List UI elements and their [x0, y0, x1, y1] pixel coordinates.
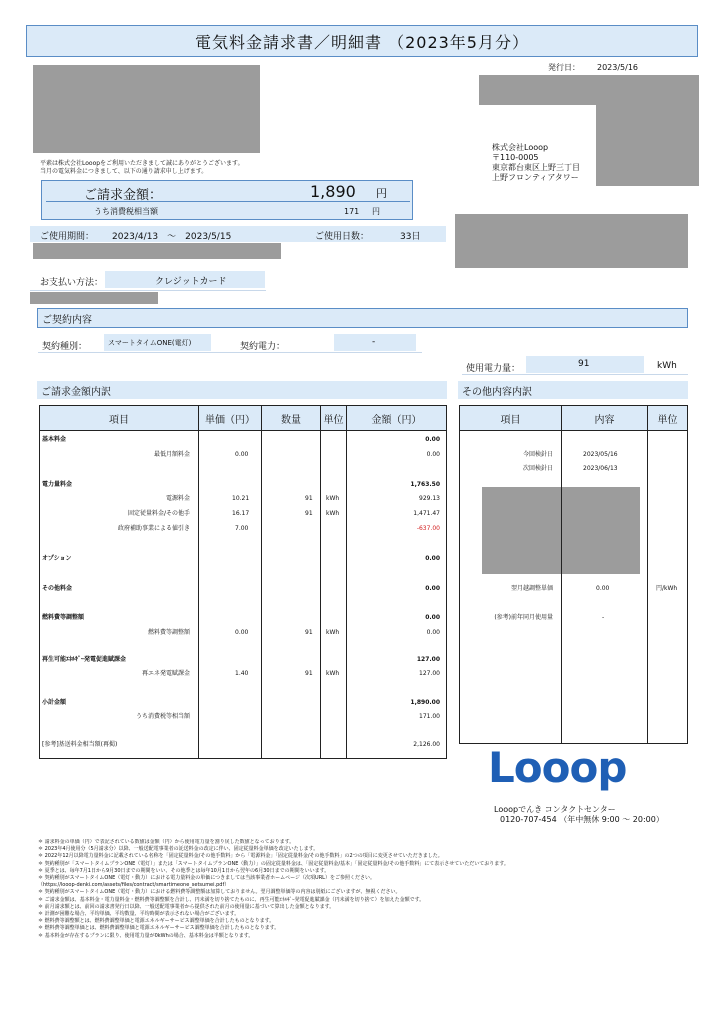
- company-postal: 〒110-0005: [492, 153, 539, 162]
- breakdown-row-qty: 91: [305, 670, 313, 677]
- breakdown-row-label: 再生可能ｴﾈﾙｷﾞｰ発電促進賦課金: [42, 656, 127, 663]
- breakdown-row-label: 小計金額: [42, 699, 67, 706]
- note-line: ＊ ご請求金額は、基本料金・電力量料金・燃料費等調整額を合計し、円未満を切り捨てたものに、再生可能ｴﾈﾙｷﾞｰ発電促進賦課金（円未満を切り捨て）を加えた金額です。: [38, 896, 425, 903]
- contact-center-name: Looopでんき コンタクトセンター: [494, 805, 616, 814]
- breakdown-row-amount: 0.00: [426, 451, 440, 458]
- redacted-block: [33, 243, 281, 259]
- breakdown-row-amount: 1,763.50: [410, 481, 440, 488]
- contract-power: -: [372, 337, 376, 347]
- breakdown-row-label: 燃料費等調整額: [147, 629, 190, 636]
- breakdown-row-unit: kWh: [326, 629, 340, 636]
- note-line: ＊ 燃料費等調整単価とは、燃料費調整単価と電源エネルギーサービス調整単価を合計したものとなります。: [38, 925, 280, 932]
- breakdown-row-label: 基本料金: [42, 436, 67, 443]
- breakdown-row-qty: 91: [305, 510, 313, 517]
- breakdown-row-amount: 0.00: [425, 585, 440, 592]
- breakdown-row-label: その他料金: [42, 585, 73, 592]
- other-row-unit: 円/kWh: [656, 585, 678, 592]
- notes-block: [38, 839, 698, 940]
- other-row-label: (参考)前年同月使用量: [494, 614, 553, 621]
- billing-amount-box: [41, 180, 413, 220]
- usage-days: 33日: [400, 232, 421, 242]
- contract-type: スマートタイムONE(電灯): [108, 339, 192, 347]
- usage-days-label: ご使用日数：: [315, 232, 370, 242]
- breakdown-row-amount: 1,471.47: [413, 510, 440, 517]
- breakdown-row-label: 最低月額料金: [153, 451, 190, 458]
- other-table-body: [459, 431, 688, 744]
- redacted-block: [596, 104, 699, 186]
- breakdown-row-amount: 0.00: [425, 436, 440, 443]
- payment-method: クレジットカード: [155, 277, 227, 287]
- breakdown-row-amount: 0.00: [425, 555, 440, 562]
- issue-date: 2023/5/16: [597, 63, 639, 72]
- greeting-line: 当月の電気料金につきまして、以下の通り請求申し上げます。: [40, 168, 208, 175]
- other-row-value: 0.00: [596, 585, 610, 592]
- contract-type-label: 契約種別：: [42, 342, 88, 352]
- redacted-block: [30, 292, 158, 304]
- payment-method-label: お支払い方法：: [40, 278, 104, 288]
- other-section-header: その他内容内訳: [458, 381, 688, 399]
- company-name: 株式会社Looop: [492, 143, 549, 152]
- billing-amount: 1,890: [310, 182, 356, 201]
- contact-phone: 0120-707-454 （年中無休 9:00 ～ 20:00）: [500, 815, 664, 824]
- col-header-unit: 単位: [657, 414, 678, 426]
- note-line: ＊ 契約種別がスマートタイムONE（電灯・動力）における電力量料金の単価につきましては当該事業者ホームページ（次項URL）をご参照ください。: [38, 875, 375, 882]
- breakdown-row-amount: 2,126.00: [413, 741, 440, 748]
- other-row-value: -: [602, 614, 605, 621]
- breakdown-row-price: 10.21: [232, 495, 250, 502]
- breakdown-section-header: ご請求金額内訳: [37, 381, 447, 399]
- col-header-item: 項目: [40, 406, 199, 430]
- breakdown-row-label: 電力量料金: [42, 481, 73, 488]
- contract-power-box: [334, 334, 416, 351]
- col-header-content: 内容: [562, 406, 648, 430]
- company-address: 上野フロンティアタワー: [492, 173, 579, 182]
- breakdown-row-amount: 127.00: [416, 656, 440, 663]
- breakdown-row-amount: 171.00: [419, 713, 440, 720]
- other-row-value: 2023/06/13: [583, 465, 618, 472]
- other-row-label: 次回検針日: [522, 465, 553, 472]
- breakdown-row-unit: kWh: [326, 510, 340, 517]
- note-line: ＊ 契約種別がスマートタイムONE（電灯・動力）における燃料費等調整額は加算しておりません。翌月調整単価等の内容は別紙にございますが、無視ください。: [38, 889, 401, 896]
- breakdown-row-price: 0.00: [235, 629, 249, 636]
- usage-amount-unit: kWh: [657, 361, 677, 371]
- note-line: ＊ 基本料金が存在するプランに限り、使用電力量が0kWhの場合、基本料金は半額となります。: [38, 932, 254, 939]
- usage-amount: 91: [578, 359, 590, 369]
- billing-amount-label: ご請求金額：: [84, 188, 163, 203]
- breakdown-row-unit: kWh: [326, 670, 340, 677]
- breakdown-row-unit: kWh: [326, 495, 340, 502]
- company-address: 東京都台東区上野三丁目: [492, 163, 580, 172]
- breakdown-row-qty: 91: [305, 629, 313, 636]
- note-line: ＊ 燃料費等調整額とは、燃料費調整単価と電源エネルギーサービス調整単価を合計したものとなります。: [38, 918, 275, 925]
- redacted-block: [455, 214, 688, 268]
- note-line: ＊ 前月請求額とは、前回の請求書発行日以降、一般送配電事業者から提供された前月の使用量に基づいて算出した金額となります。: [38, 903, 335, 910]
- usage-amount-box: [526, 356, 644, 373]
- redacted-block: [479, 75, 699, 105]
- breakdown-row-label: 燃料費等調整額: [42, 614, 85, 621]
- usage-period-row: [30, 226, 446, 242]
- other-table: [459, 405, 688, 744]
- breakdown-row-price: 16.17: [232, 510, 250, 517]
- page-title: 電気料金請求書／明細書 （2023年5月分）: [26, 25, 698, 57]
- col-header-amount: 金額（円）: [371, 414, 422, 426]
- col-header-item: 項目: [460, 406, 562, 430]
- usage-period-label: ご使用期間：: [40, 232, 95, 242]
- other-row-label: 翌月越調整単価: [510, 585, 553, 592]
- breakdown-row-label: [参考]基送料金相当額(再掲): [42, 741, 118, 748]
- breakdown-row-amount: 0.00: [425, 614, 440, 621]
- note-line: （https://looop-denki.com/assets/files/contract/smartimeone_setsumei.pdf）: [38, 882, 230, 889]
- breakdown-row-label: 政府補助事業による値引き: [117, 525, 190, 532]
- breakdown-row-amount: 1,890.00: [410, 699, 440, 706]
- breakdown-row-amount: 929.13: [419, 495, 440, 502]
- breakdown-row-label: 再エネ発電賦課金: [141, 670, 190, 677]
- issue-date-label: 発行日：: [548, 63, 580, 72]
- note-line: ＊ 請求料金の単価（円）で表記されている数値は金額（円）から使用電力量を割り戻した数値となっております。: [38, 839, 295, 845]
- breakdown-table-body: [39, 431, 447, 759]
- breakdown-row-price: 1.40: [235, 670, 249, 677]
- contract-section-header: ご契約内容: [37, 308, 688, 328]
- greeting-line: 平素は株式会社Looopをご利用いただきまして誠にありがとうございます。: [40, 160, 244, 167]
- usage-amount-label: 使用電力量：: [466, 364, 521, 374]
- tax-amount: 171: [344, 207, 360, 216]
- contract-type-box: [104, 334, 211, 351]
- contract-power-label: 契約電力：: [240, 342, 286, 352]
- note-line: ＊ 2023年4月使用分（5月請求分）以降、一般送配電事業者の託送料金の改定に伴い、固定従量料金単価を改定いたします。: [38, 846, 319, 853]
- breakdown-row-price: 0.00: [235, 451, 249, 458]
- looop-logo: Looop: [488, 743, 627, 792]
- tax-unit: 円: [372, 207, 380, 216]
- breakdown-row-qty: 91: [305, 495, 313, 502]
- breakdown-row-label: 電源料金: [165, 495, 190, 502]
- breakdown-table: [39, 405, 447, 759]
- note-line: ＊ 夏季とは、毎年7月1日から9月30日までの期間をいい、その他季とは毎年10月1日から翌年の6月30日までの期間をいいます。: [38, 867, 330, 874]
- note-line: ＊ 契約種別が「スマートタイムプランONE（電灯）」または「スマートタイムプランONE（動力）」の固定従量料金は、「固定従量料金/基本」「固定従量料金/その他手数料」にて表示させていただいております。: [38, 860, 509, 867]
- billing-amount-unit: 円: [376, 187, 387, 200]
- breakdown-row-label: 固定従量料金/その他手: [127, 510, 190, 517]
- note-line: ＊ 計測が困難な場合、平均単価、平均数量、平均時間が表示されない場合がございます。: [38, 911, 240, 918]
- usage-period: 2023/4/13 ～ 2023/5/15: [112, 232, 232, 242]
- payment-method-box: [105, 271, 265, 288]
- note-line: ＊ 2022年12月以降電力量料金に記載されている名称を「固定従量料金/その他手数料」から「電源料金」「固定従量料金/その他手数料」の2つの項目に変更させていただきました。: [38, 853, 443, 860]
- redacted-recipient: [33, 65, 260, 153]
- other-row-label: 今回検針日: [522, 451, 553, 458]
- other-row-value: 2023/05/16: [583, 451, 618, 458]
- breakdown-row-price: 7.00: [235, 525, 249, 532]
- breakdown-row-amount: -637.00: [416, 525, 440, 532]
- col-header-unit: 単位: [321, 406, 347, 430]
- breakdown-row-label: オプション: [42, 555, 72, 562]
- breakdown-row-amount: 127.00: [419, 670, 440, 677]
- tax-label: うち消費税相当額: [94, 207, 158, 216]
- col-header-price: 単価（円）: [199, 406, 262, 430]
- col-header-qty: 数量: [262, 406, 321, 430]
- breakdown-row-amount: 0.00: [426, 629, 440, 636]
- breakdown-row-label: うち消費税等相当額: [135, 713, 190, 720]
